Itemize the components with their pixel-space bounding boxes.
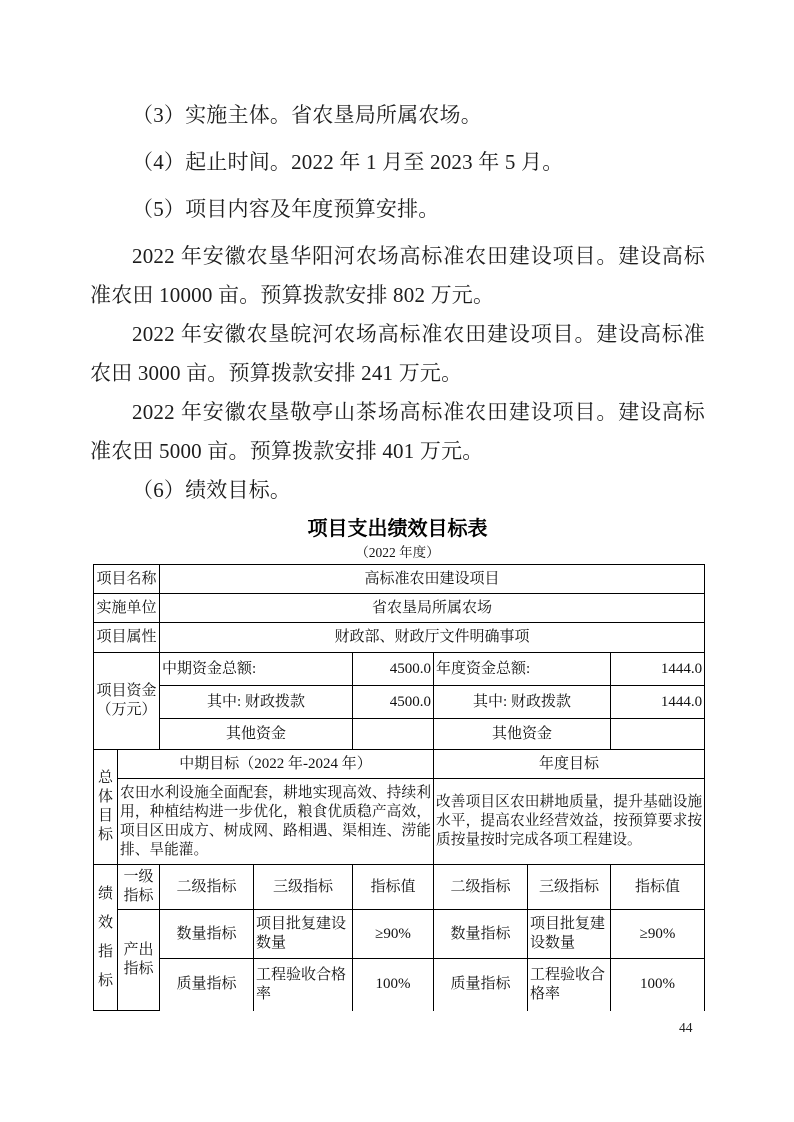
- quantity-indicator-value-right: ≥90%: [611, 910, 705, 959]
- quality-indicator-value-left: 100%: [353, 959, 434, 1011]
- midterm-fiscal-label: 其中: 财政拨款: [160, 686, 353, 719]
- page-number: 44: [679, 1020, 693, 1035]
- project-attribute-label: 项目属性: [94, 623, 160, 653]
- midterm-goal-header: 中期目标（2022 年-2024 年）: [118, 750, 434, 779]
- midterm-goal-text: 农田水利设施全面配套，耕地实现高效、持续利用，种植结构进一步优化，粮食优质稳产高效，项目区田成方、树成网、路相遇、渠相连、涝能排、旱能灌。: [118, 779, 434, 865]
- level2-indicator-header-right: 二级指标: [434, 865, 528, 910]
- table-row-funds-other: [94, 719, 705, 750]
- table-row: [94, 623, 705, 653]
- annual-fiscal-value: 1444.0: [611, 686, 705, 719]
- indicator-value-header-left: 指标值: [353, 865, 434, 910]
- midterm-fiscal-value: 4500.0: [353, 686, 434, 719]
- implementing-unit-label: 实施单位: [94, 594, 160, 623]
- table-title: 项目支出绩效目标表: [307, 518, 488, 540]
- indicator-value-header-right: 指标值: [611, 865, 705, 910]
- project-name-label: 项目名称: [94, 565, 160, 594]
- output-indicator-label: 产出指标: [118, 910, 160, 1011]
- quantity-indicator-name-left: 项目批复建设数量: [254, 910, 353, 959]
- table-row-quantity-indicator: [94, 910, 705, 959]
- paragraph-timeframe: （4）起止时间。2022 年 1 月至 2023 年 5 月。: [132, 150, 564, 174]
- project-name-value: 高标准农田建设项目: [160, 565, 705, 594]
- overall-goal-label: 总体目标: [94, 750, 118, 865]
- annual-goal-text: 改善项目区农田耕地质量，提升基础设施水平，提高农业经营效益，按预算要求按质按量按时完成各项工程建设。: [434, 779, 705, 865]
- annual-total-value: 1444.0: [611, 653, 705, 686]
- funds-label: 项目资金（万元）: [94, 653, 160, 750]
- paragraph-performance-goal: （6）绩效目标。: [132, 478, 292, 502]
- annual-fiscal-label: 其中: 财政拨款: [434, 686, 611, 719]
- table-subtitle: （2022 年度）: [355, 545, 440, 560]
- quantity-indicator-name-right: 项目批复建设数量: [528, 910, 611, 959]
- quality-indicator-right: 质量指标: [434, 959, 528, 1011]
- annual-other-label: 其他资金: [434, 719, 611, 750]
- annual-other-value: [611, 719, 705, 750]
- quality-indicator-name-left: 工程验收合格率: [254, 959, 353, 1011]
- table-row: [94, 594, 705, 623]
- table-row-goal-text: [94, 779, 705, 865]
- quantity-indicator-value-left: ≥90%: [353, 910, 434, 959]
- quality-indicator-name-right: 工程验收合格率: [528, 959, 611, 1011]
- level1-indicator-header: 一级指标: [118, 865, 160, 910]
- paragraph-project-wanhe: 2022 年安徽农垦皖河农场高标准农田建设项目。建设高标准农田 3000 亩。预算拨款安排 241 万元。: [90, 322, 705, 385]
- midterm-total-label: 中期资金总额:: [160, 653, 353, 686]
- annual-total-label: 年度资金总额:: [434, 653, 611, 686]
- quantity-indicator-right: 数量指标: [434, 910, 528, 959]
- quality-indicator-left: 质量指标: [160, 959, 254, 1011]
- paragraph-implementing-body: （3）实施主体。省农垦局所属农场。: [132, 103, 482, 127]
- annual-goal-header: 年度目标: [434, 750, 705, 779]
- level3-indicator-header-left: 三级指标: [254, 865, 353, 910]
- level3-indicator-header-right: 三级指标: [528, 865, 611, 910]
- quantity-indicator-left: 数量指标: [160, 910, 254, 959]
- table-row-goal-headers: [94, 750, 705, 779]
- table-row: [94, 565, 705, 594]
- page-content: [90, 96, 705, 1011]
- paragraph-project-jingtingshan: 2022 年安徽农垦敬亭山茶场高标准农田建设项目。建设高标准农田 5000 亩。预算拨款安排 401 万元。: [90, 400, 705, 463]
- midterm-other-label: 其他资金: [160, 719, 353, 750]
- midterm-total-value: 4500.0: [353, 653, 434, 686]
- table-row-indicator-headers: [94, 865, 705, 910]
- paragraph-project-huayanghe: 2022 年安徽农垦华阳河农场高标准农田建设项目。建设高标准农田 10000 亩。预算拨款安排 802 万元。: [90, 244, 705, 307]
- paragraph-content-budget: （5）项目内容及年度预算安排。: [132, 197, 440, 221]
- performance-target-table: [93, 564, 705, 1011]
- midterm-other-value: [353, 719, 434, 750]
- implementing-unit-value: 省农垦局所属农场: [160, 594, 705, 623]
- table-row-funds-total: [94, 653, 705, 686]
- quality-indicator-value-right: 100%: [611, 959, 705, 1011]
- level2-indicator-header-left: 二级指标: [160, 865, 254, 910]
- table-row-quality-indicator: [94, 959, 705, 1011]
- performance-indicator-label: 绩效指标: [94, 865, 118, 1011]
- project-attribute-value: 财政部、财政厅文件明确事项: [160, 623, 705, 653]
- table-row-funds-fiscal: [94, 686, 705, 719]
